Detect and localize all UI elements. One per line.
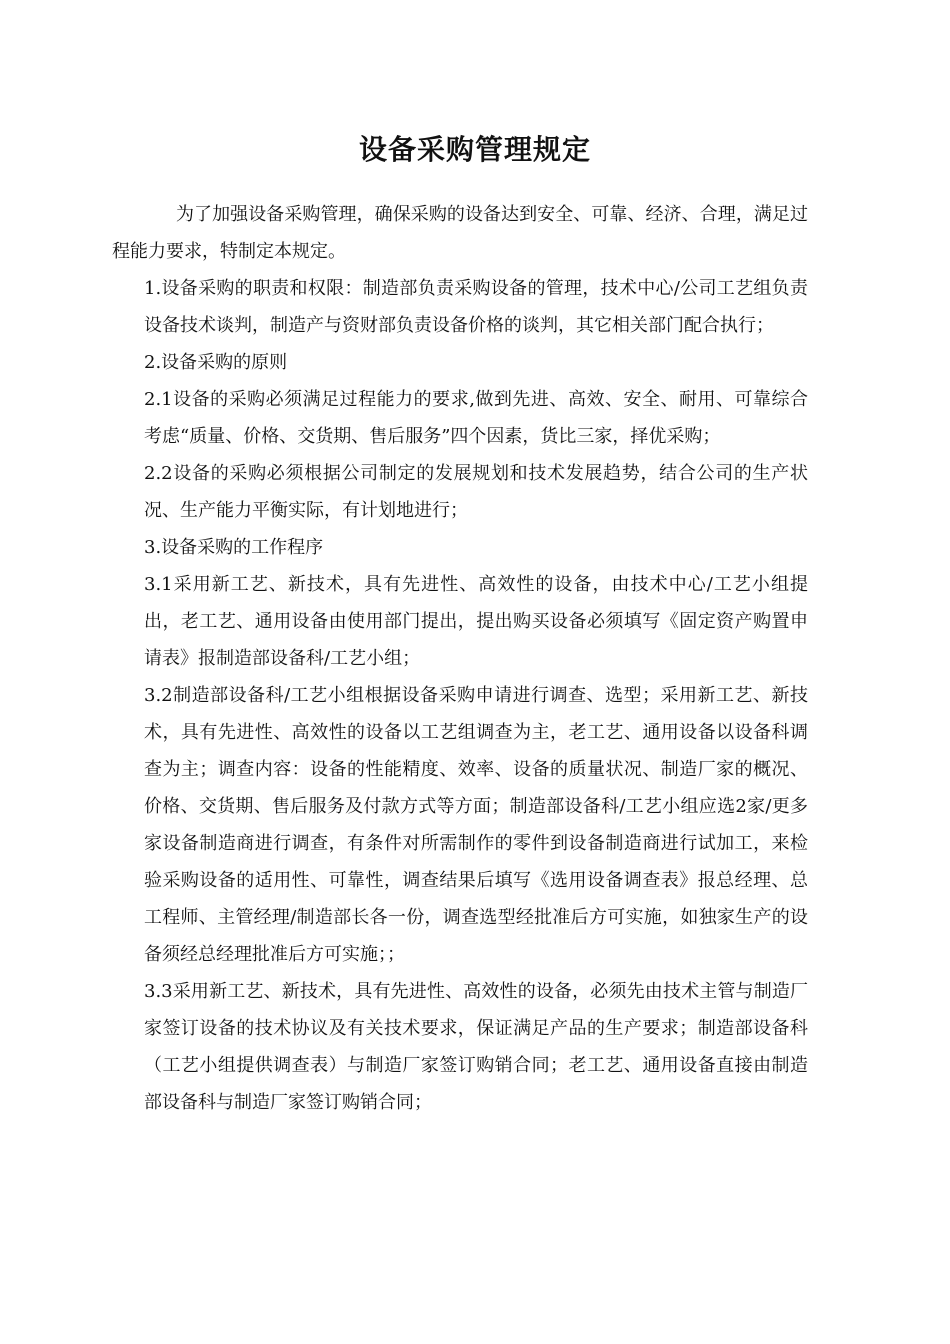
section-2-2: 2.2设备的采购必须根据公司制定的发展规划和技术发展趋势，结合公司的生产状况、生产能力平衡实际，有计划地进行；: [144, 463, 808, 521]
section-2-heading: 2.设备采购的原则: [144, 352, 288, 373]
section-1-responsibilities: 1.设备采购的职责和权限：制造部负责采购设备的管理，技术中心/公司工艺组负责设备技术谈判，制造产与资财部负责设备价格的谈判，其它相关部门配合执行；: [144, 278, 808, 336]
intro-paragraph: 为了加强设备采购管理，确保采购的设备达到安全、可靠、经济、合理，满足过程能力要求，特制定本规定。: [112, 204, 808, 262]
section-3-3: 3.3采用新工艺、新技术，具有先进性、高效性的设备，必须先由技术主管与制造厂家签订设备的技术协议及有关技术要求，保证满足产品的生产要求；制造部设备科（工艺小组提供调查表）与制造厂家签订购销合同；老工艺、通用设备直接由制造部设备科与制造厂家签订购销合同；: [144, 981, 808, 1113]
document-title: 设备采购管理规定: [358, 133, 591, 166]
section-3-heading: 3.设备采购的工作程序: [144, 537, 324, 558]
section-3-1: 3.1采用新工艺、新技术，具有先进性、高效性的设备，由技术中心/工艺小组提出，老工艺、通用设备由使用部门提出，提出购买设备必须填写《固定资产购置申请表》报制造部设备科/工艺小组；: [144, 574, 808, 669]
section-3-2: 3.2制造部设备科/工艺小组根据设备采购申请进行调查、选型；采用新工艺、新技术，具有先进性、高效性的设备以工艺组调查为主，老工艺、通用设备以设备科调查为主；调查内容：设备的性能精度、效率、设备的质量状况、制造厂家的概况、价格、交货期、售后服务及付款方式等方面；制造部设备科/工艺小组应选2家/更多家设备制造商进行调查，有条件对所需制作的零件到设备制造商进行试加工，来检验采购设备的适用性、可靠性，调查结果后填写《选用设备调查表》报总经理、总工程师、主管经理/制造部长各一份，调查选型经批准后方可实施，如独家生产的设备须经总经理批准后方可实施；；: [144, 685, 808, 965]
document-body: [112, 196, 808, 1121]
section-2-1: 2.1设备的采购必须满足过程能力的要求,做到先进、高效、安全、耐用、可靠综合考虑“质量、价格、交货期、售后服务”四个因素，货比三家，择优采购；: [144, 389, 808, 447]
